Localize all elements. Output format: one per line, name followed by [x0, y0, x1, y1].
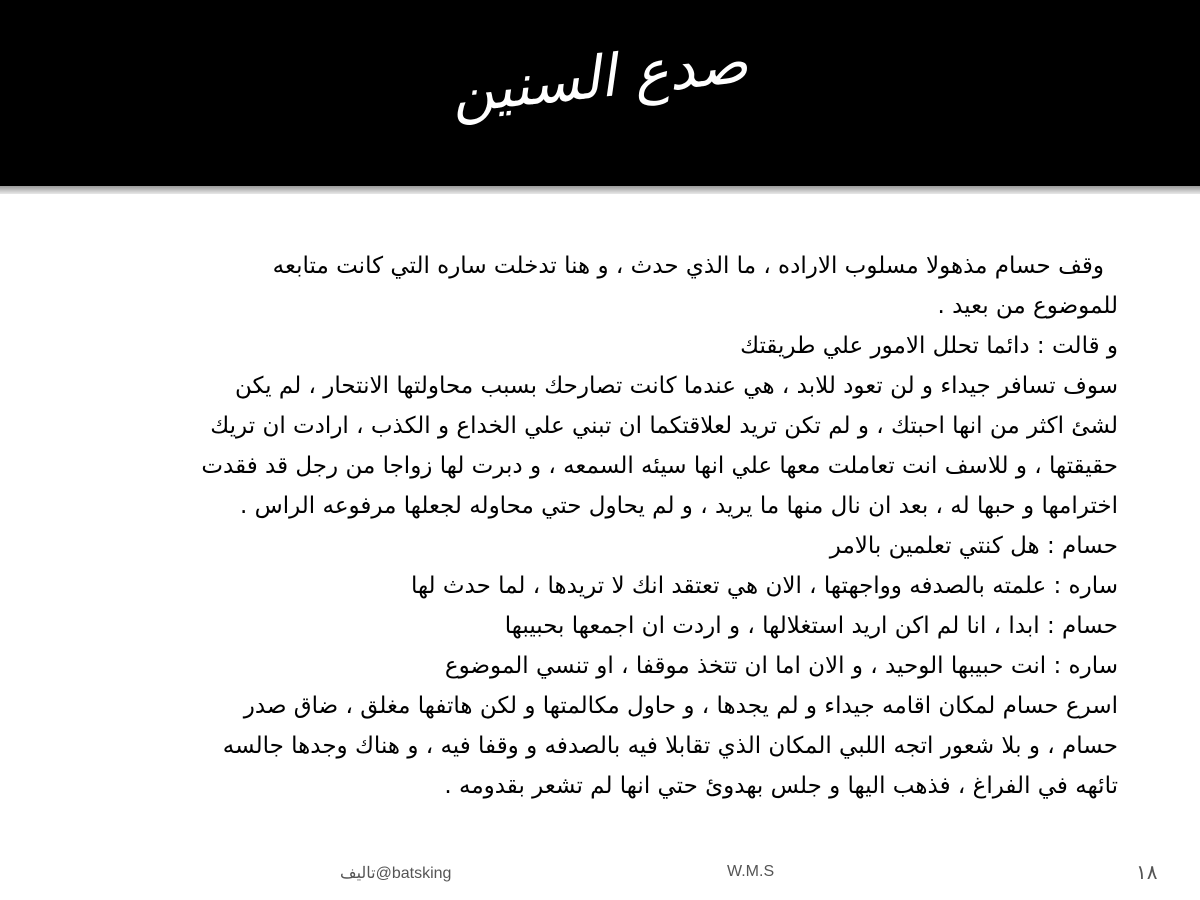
text-line: حسام ، و بلا شعور اتجه اللبي المكان الذي تقابلا فيه بالصدفه و وقفا فيه ، و هناك وجدها جالسه: [222, 733, 1118, 759]
text-line: سوف تسافر جيداء و لن تعود للابد ، هي عندما كانت تصارحك بسبب محاولتها الانتحار ، لم يكن: [234, 373, 1118, 399]
text-line: ساره : علمته بالصدفه وواجهتها ، الان هي تعتقد انك لا تريدها ، لما حدث لها: [410, 573, 1118, 599]
footer-label: W.M.S: [727, 863, 775, 880]
text-line: حسام : ابدا ، انا لم اكن اريد استغلالها ، و اردت ان اجمعها بحبيبها: [504, 613, 1118, 639]
text-line: ساره : انت حبيبها الوحيد ، و الان اما ان تتخذ موقفا ، او تنسي الموضوع: [444, 653, 1118, 679]
story-text: [82, 246, 1118, 806]
text-line: اسرع حسام لمكان اقامه جيداء و لم يجدها ، و حاول مكالمتها و لكن هاتفها مغلق ، ضاق صدر: [243, 693, 1118, 719]
text-line: للموضوع من بعيد .: [937, 293, 1118, 319]
text-line: و قالت : دائما تحلل الامور علي طريقتك: [740, 333, 1118, 359]
header-divider: [0, 186, 1200, 194]
slide-title: صدع السنين: [448, 27, 751, 127]
text-line: حقيقتها ، و للاسف انت تعاملت معها علي انها سيئه السمعه ، و دبرت لها زواجا من رجل قد فقدت: [201, 453, 1118, 479]
text-line: حسام : هل كنتي تعلمين بالامر: [829, 533, 1118, 559]
text-line: لشئ اكثر من انها احبتك ، و لم تكن تريد لعلاقتكما ان تبني علي الخداع و الكذب ، ارادت ان تريك: [210, 413, 1118, 439]
page-number: ١٨: [1136, 862, 1158, 884]
text-line: تائهه في الفراغ ، فذهب اليها و جلس بهدوئ حتي انها لم تشعر بقدومه .: [444, 773, 1118, 799]
text-line: وقف حسام مذهولا مسلوب الاراده ، ما الذي حدث ، و هنا تدخلت ساره التي كانت متابعه: [272, 253, 1104, 279]
text-line: اخترامها و حبها له ، بعد ان نال منها ما يريد ، و لم يحاول حتي محاوله لجعلها مرفوعه الراس .: [240, 493, 1118, 519]
footer-author: تاليف@batsking: [340, 865, 452, 882]
